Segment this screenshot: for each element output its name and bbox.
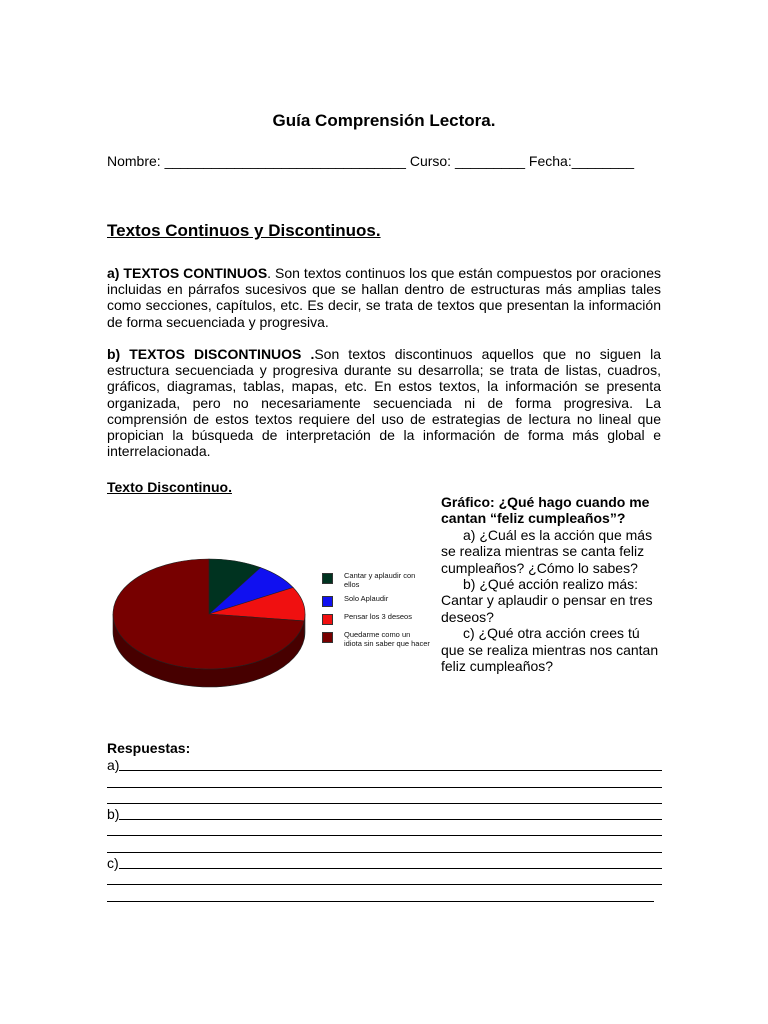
answer-line[interactable] <box>107 838 662 854</box>
legend-swatch <box>322 614 333 625</box>
pie-chart <box>106 552 432 702</box>
answer-a-line[interactable] <box>107 757 662 773</box>
student-info-line: Nombre: _______________________________ Curso: _________ Fecha:________ <box>107 153 635 169</box>
chart-legend <box>322 572 430 654</box>
question-c: c) ¿Qué otra acción crees tú que se realiza mientras nos cantan feliz cumpleaños? <box>441 625 659 675</box>
question-b: b) ¿Qué acción realizo más: Cantar y aplaudir o pensar en tres deseos? <box>441 576 653 625</box>
answers-block <box>107 757 662 904</box>
pie-chart-graphic <box>106 552 316 702</box>
answers-heading: Respuestas: <box>107 740 191 756</box>
answer-c-prefix: c) <box>107 855 119 872</box>
legend-item <box>322 595 430 607</box>
discontinuous-text-heading: Texto Discontinuo. <box>107 479 232 495</box>
questions-block <box>441 494 666 674</box>
legend-label: Pensar los 3 deseos <box>344 612 412 621</box>
legend-item <box>322 613 430 625</box>
answer-b-prefix: b) <box>107 806 120 823</box>
paragraph-b-text: Son textos discontinuos aquellos que no siguen la estructura secuenciada y progresiva durante su desarrolla; se trata de listas, cuadros, gráficos, diagramas, tablas, mapas, etc. En estos textos, la información se presenta organizada, pero no necesariamente secuenciada ni de forma progresiva. La comprensión de estos textos requiere del uso de estrategias de lectura no lineal que propician la búsqueda de interpretación de la información de forma más global e interrelacionada. <box>107 346 661 460</box>
paragraph-b-label: b) TEXTOS DISCONTINUOS . <box>107 346 315 362</box>
answer-a-prefix: a) <box>107 757 120 774</box>
legend-swatch <box>322 632 333 643</box>
section-heading: Textos Continuos y Discontinuos. <box>107 221 381 240</box>
paragraph-discontinuous-texts <box>107 346 661 459</box>
answer-c-line[interactable] <box>107 855 662 871</box>
paragraph-a-text: . Son textos continuos los que están compuestos por oraciones incluidas en párrafos sucesivos que se hallan dentro de estructuras más amplias tales como secciones, capítulos, etc. Es decir, se trata de textos que presentan la información de forma secuenciada y progresiva. <box>107 265 662 330</box>
legend-swatch <box>322 596 333 607</box>
paragraph-a-label: a) TEXTOS CONTINUOS <box>107 265 268 281</box>
answer-line[interactable] <box>107 822 662 838</box>
legend-swatch <box>322 573 333 584</box>
paragraph-continuous-texts <box>107 265 661 330</box>
legend-item <box>322 572 430 589</box>
legend-label: Quedarme como un idiota sin saber que hacer <box>344 630 430 648</box>
answer-line[interactable] <box>107 773 662 789</box>
answer-b-line[interactable] <box>107 806 662 822</box>
answer-line[interactable] <box>107 871 662 887</box>
answer-line[interactable] <box>107 887 662 903</box>
legend-label: Cantar y aplaudir con ellos <box>344 571 416 589</box>
question-a: a) ¿Cuál es la acción que más se realiza mientras se canta feliz cumpleaños? ¿Cómo lo sabes? <box>441 526 653 576</box>
legend-item <box>322 631 430 648</box>
questions-title: Gráfico: ¿Qué hago cuando me cantan “feliz cumpleaños”? <box>441 494 650 527</box>
answer-line[interactable] <box>107 790 662 806</box>
legend-label: Solo Aplaudir <box>344 594 389 603</box>
page-title: Guía Comprensión Lectora. <box>272 111 496 130</box>
